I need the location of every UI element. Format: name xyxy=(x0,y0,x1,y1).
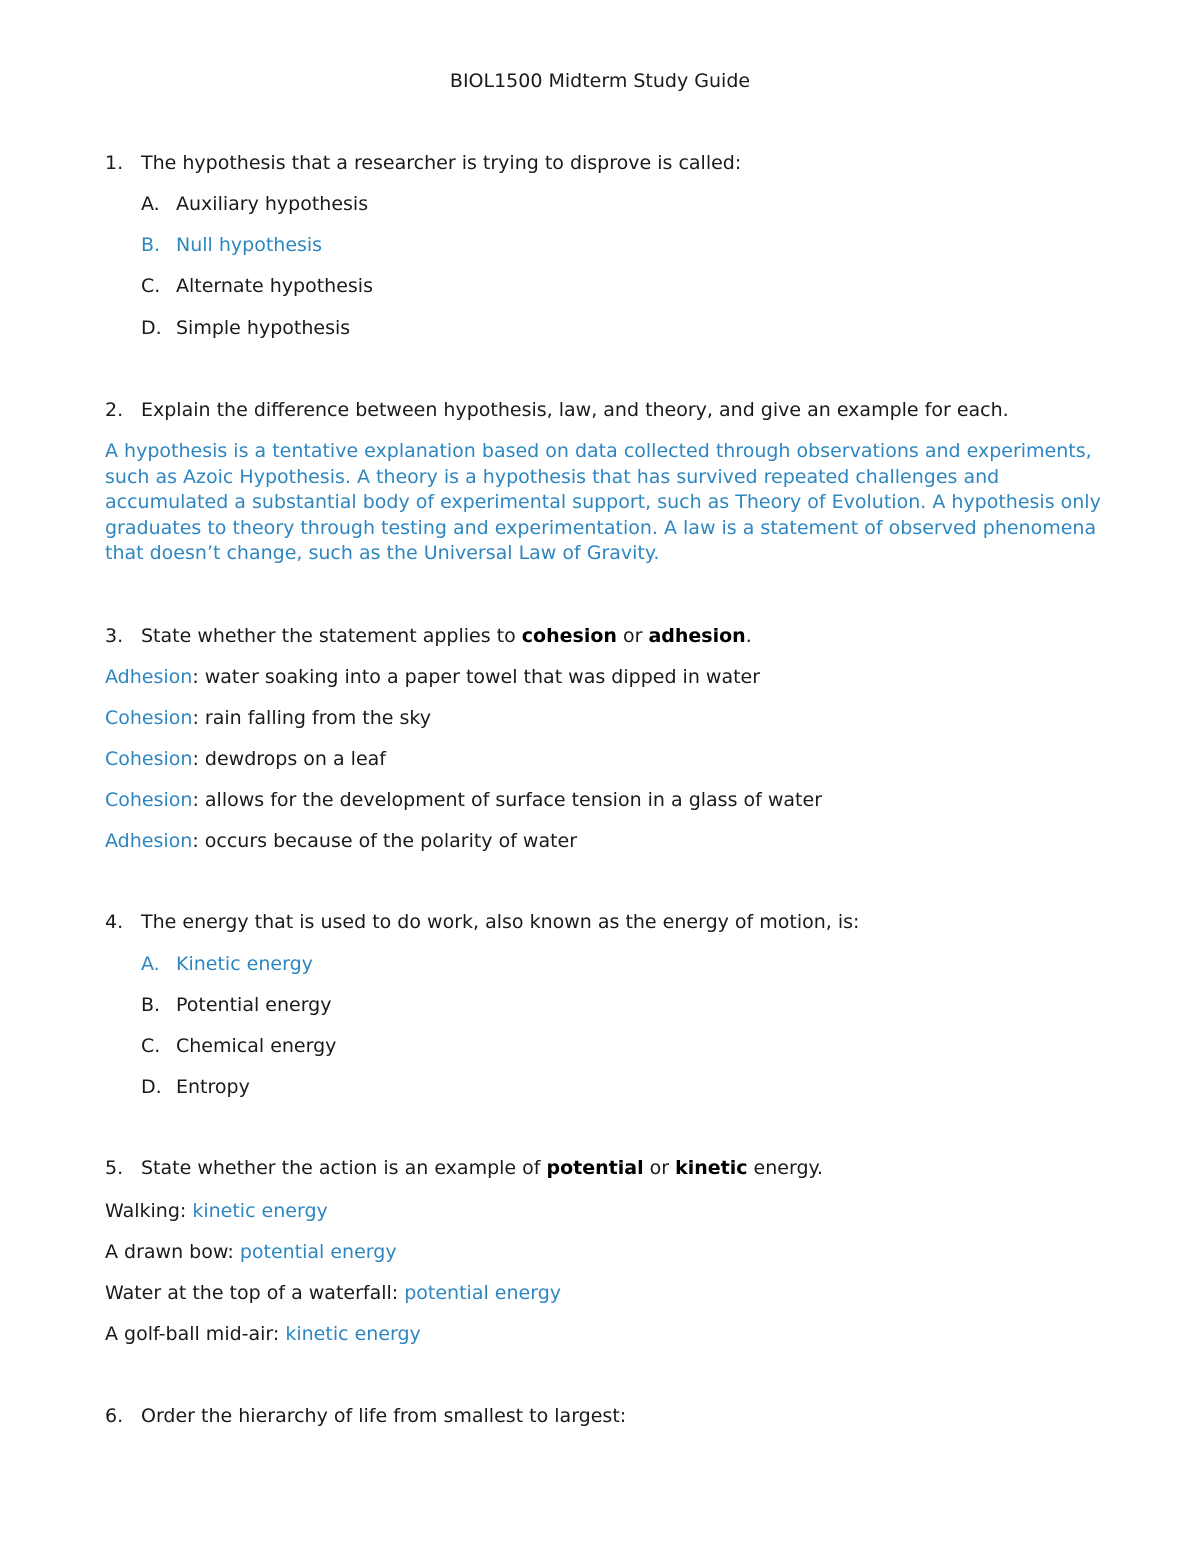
option-text: Alternate hypothesis xyxy=(176,275,373,297)
option-text: Null hypothesis xyxy=(176,234,323,256)
q1-option-b-correct xyxy=(141,233,322,258)
question-6 xyxy=(105,1404,626,1429)
answer-line: graduates to theory through testing and experimentation. A law is a statement of observed phenomena xyxy=(105,516,1097,539)
q5-item xyxy=(105,1281,561,1306)
question-text: Explain the difference between hypothesis, law, and theory, and give an example for each. xyxy=(141,399,1009,421)
question-text: State whether the action is an example of potential or kinetic energy. xyxy=(141,1157,824,1179)
option-text: Chemical energy xyxy=(176,1035,337,1057)
answer-line: that doesn’t change, such as the Universal Law of Gravity. xyxy=(105,542,660,564)
q4-option-d xyxy=(141,1075,250,1100)
question-4 xyxy=(105,910,859,935)
question-number: 3. xyxy=(105,625,124,647)
statement-text: : rain falling from the sky xyxy=(192,707,431,729)
answer-term: Cohesion xyxy=(105,789,193,811)
question-1 xyxy=(105,151,741,176)
option-letter: D. xyxy=(141,317,162,339)
action-prompt: A drawn bow: xyxy=(105,1241,240,1263)
option-text: Potential energy xyxy=(176,994,332,1016)
bold-term: kinetic xyxy=(675,1157,748,1179)
statement-text: : occurs because of the polarity of water xyxy=(192,830,578,852)
option-letter: B. xyxy=(141,994,161,1016)
q1-option-c xyxy=(141,274,373,299)
answer-term: Adhesion xyxy=(105,666,193,688)
option-letter: C. xyxy=(141,275,161,297)
q2-answer-paragraph xyxy=(105,439,1115,567)
option-text: Kinetic energy xyxy=(176,953,313,975)
answer-term: kinetic energy xyxy=(285,1323,421,1345)
option-letter: A. xyxy=(141,193,160,215)
option-letter: A. xyxy=(141,953,160,975)
question-2 xyxy=(105,398,1009,423)
q4-option-b xyxy=(141,993,331,1018)
action-prompt: A golf-ball mid-air: xyxy=(105,1323,286,1345)
option-letter: D. xyxy=(141,1076,162,1098)
answer-term: kinetic energy xyxy=(192,1200,328,1222)
q4-option-a-correct xyxy=(141,952,313,977)
answer-line: accumulated a substantial body of experimental support, such as Theory of Evolution. A hypothesis only xyxy=(105,491,1101,513)
question-number: 5. xyxy=(105,1157,124,1179)
document-title: BIOL1500 Midterm Study Guide xyxy=(449,70,751,92)
q4-option-c xyxy=(141,1034,336,1059)
question-number: 6. xyxy=(105,1405,124,1427)
q5-item xyxy=(105,1240,397,1265)
answer-term: potential energy xyxy=(404,1282,561,1304)
answer-term: Adhesion xyxy=(105,830,193,852)
option-letter: C. xyxy=(141,1035,161,1057)
answer-term: potential energy xyxy=(239,1241,397,1263)
option-text: Simple hypothesis xyxy=(176,317,351,339)
bold-term: cohesion xyxy=(521,625,617,647)
q5-item xyxy=(105,1199,328,1224)
q5-item xyxy=(105,1322,421,1347)
q1-option-d xyxy=(141,316,350,341)
answer-term: Cohesion xyxy=(105,707,193,729)
q3-item xyxy=(105,665,760,690)
option-text: Entropy xyxy=(176,1076,250,1098)
action-prompt: Water at the top of a waterfall: xyxy=(105,1282,405,1304)
question-text: The hypothesis that a researcher is trying to disprove is called: xyxy=(141,152,742,174)
question-5 xyxy=(105,1156,823,1181)
q3-item xyxy=(105,788,822,813)
answer-line: such as Azoic Hypothesis. A theory is a hypothesis that has survived repeated challenges and xyxy=(105,465,1000,488)
option-text: Auxiliary hypothesis xyxy=(176,193,369,215)
q3-item xyxy=(105,747,386,772)
q1-option-a xyxy=(141,192,368,217)
statement-text: : water soaking into a paper towel that was dipped in water xyxy=(192,666,761,688)
question-text: Order the hierarchy of life from smallest to largest: xyxy=(141,1405,627,1427)
answer-term: Cohesion xyxy=(105,748,193,770)
question-number: 4. xyxy=(105,911,124,933)
q3-item xyxy=(105,829,577,854)
action-prompt: Walking: xyxy=(105,1200,193,1222)
question-number: 2. xyxy=(105,399,124,421)
question-text: The energy that is used to do work, also known as the energy of motion, is: xyxy=(141,911,860,933)
statement-text: : allows for the development of surface tension in a glass of water xyxy=(192,789,823,811)
bold-term: potential xyxy=(546,1157,644,1179)
answer-line: A hypothesis is a tentative explanation based on data collected through observations and experiments, xyxy=(105,440,1092,462)
question-text: State whether the statement applies to cohesion or adhesion. xyxy=(141,625,752,647)
q3-item xyxy=(105,706,431,731)
option-letter: B. xyxy=(141,234,161,256)
bold-term: adhesion xyxy=(648,625,746,647)
question-3 xyxy=(105,624,752,649)
statement-text: : dewdrops on a leaf xyxy=(192,748,386,770)
question-number: 1. xyxy=(105,152,124,174)
